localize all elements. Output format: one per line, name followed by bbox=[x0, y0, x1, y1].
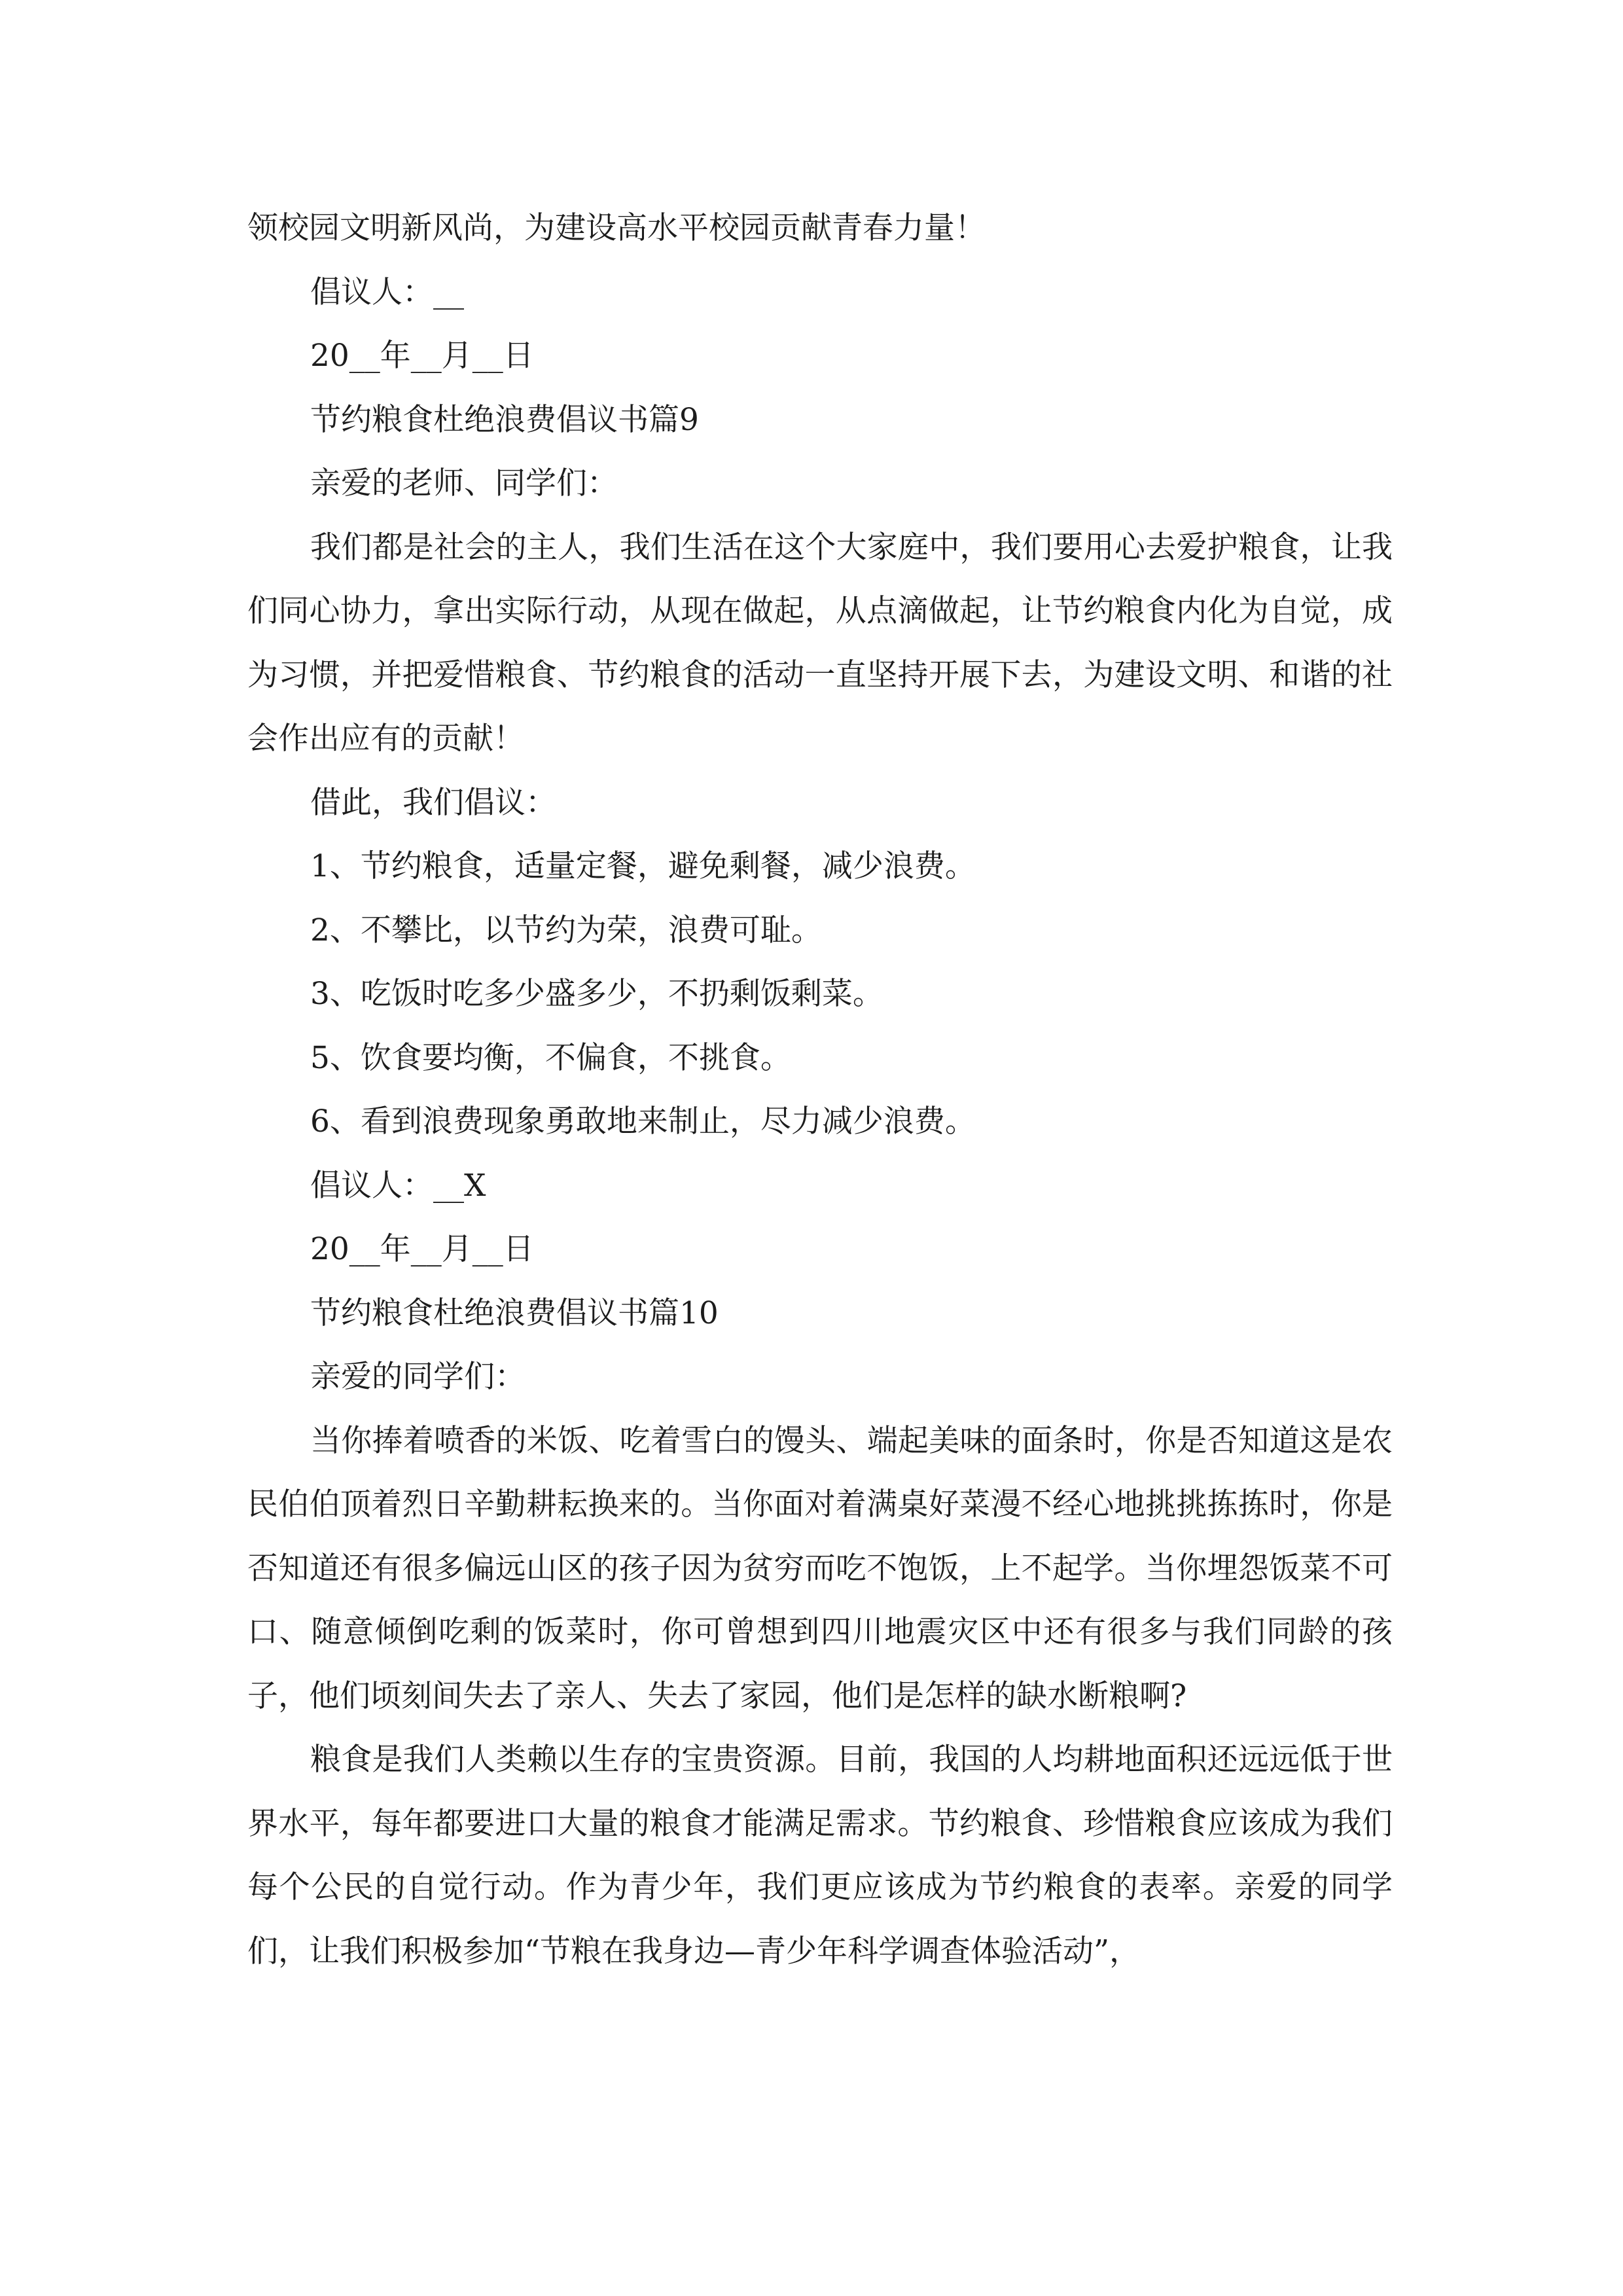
salutation: 亲爱的老师、同学们： bbox=[310, 465, 618, 501]
date-line: 20__年__月__日 bbox=[310, 1231, 534, 1267]
section-title-9: 节约粮食杜绝浪费倡议书篇9 bbox=[310, 401, 699, 438]
proposal-item: 6、看到浪费现象勇敢地来制止，尽力减少浪费。 bbox=[310, 1103, 976, 1139]
body-paragraph: 粮食是我们人类赖以生存的宝贵资源。目前，我国的人均耕地面积还远远低于世界水平，每年都要进口大量的粮食才能满足需求。节约粮食、珍惜粮食应该成为我们每个公民的自觉行动。作为青少年，我们更应该成为节约粮食的表率。亲爱的同学们，让我们积极参加“节粮在我身边—青少年科学调查体验活动”， bbox=[247, 1742, 1393, 1969]
salutation: 亲爱的同学们： bbox=[310, 1359, 526, 1395]
body-paragraph: 我们都是社会的主人，我们生活在这个大家庭中，我们要用心去爱护粮食，让我们同心协力，拿出实际行动，从现在做起，从点滴做起，让节约粮食内化为自觉，成为习惯，并把爱惜粮食、节约粮食的活动一直坚持开展下去，为建设文明、和谐的社会作出应有的贡献！ bbox=[247, 529, 1393, 757]
proposer-line: 倡议人：__ bbox=[310, 274, 464, 310]
proposal-item: 2、不攀比，以节约为荣，浪费可耻。 bbox=[310, 912, 822, 948]
document-body bbox=[247, 196, 1393, 1983]
proposal-item: 3、吃饭时吃多少盛多少，不扔剩饭剩菜。 bbox=[310, 976, 883, 1012]
date-line: 20__年__月__日 bbox=[310, 338, 534, 374]
proposal-item: 5、饮食要均衡，不偏食，不挑食。 bbox=[310, 1039, 791, 1076]
body-paragraph: 当你捧着喷香的米饭、吃着雪白的馒头、端起美味的面条时，你是否知道这是农民伯伯顶着烈日辛勤耕耘换来的。当你面对着满桌好菜漫不经心地挑挑拣拣时，你是否知道还有很多偏远山区的孩子因为贫穷而吃不饱饭，上不起学。当你埋怨饭菜不可口、随意倾倒吃剩的饭菜时，你可曾想到四川地震灾区中还有很多与我们同龄的孩子，他们顷刻间失去了亲人、失去了家园，他们是怎样的缺水断粮啊? bbox=[247, 1422, 1393, 1714]
paragraph-continuation: 领校园文明新风尚，为建设高水平校园贡献青春力量！ bbox=[247, 210, 986, 246]
proposal-intro: 借此，我们倡议： bbox=[310, 784, 556, 821]
proposal-item: 1、节约粮食，适量定餐，避免剩餐，减少浪费。 bbox=[310, 848, 976, 884]
section-title-10: 节约粮食杜绝浪费倡议书篇10 bbox=[310, 1295, 719, 1331]
proposer-line: 倡议人：__X bbox=[310, 1167, 486, 1204]
